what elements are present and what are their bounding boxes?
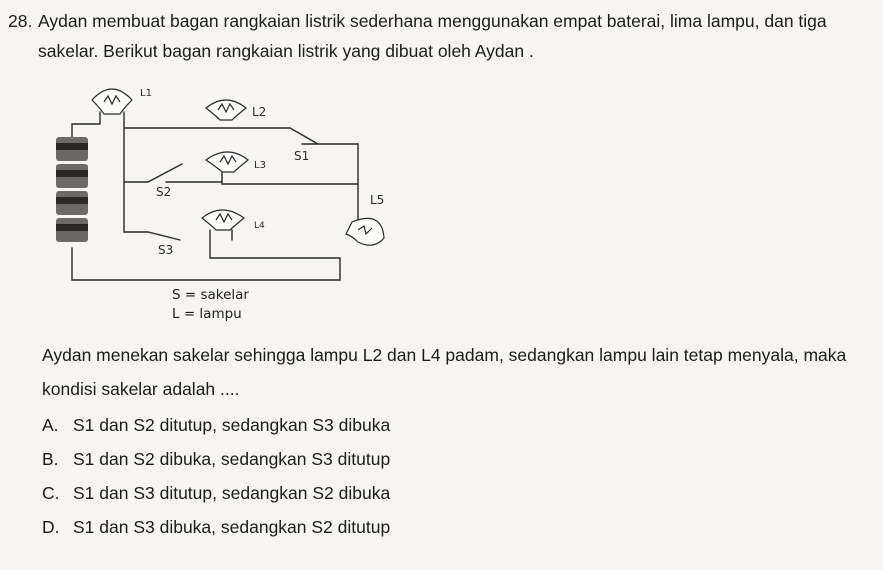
switch-s3 [124, 232, 180, 240]
battery-stack [56, 137, 88, 242]
option-letter: B. [42, 449, 59, 469]
wire-l4-bottom [210, 230, 340, 258]
switch-s2 [124, 164, 182, 182]
wire-l3-right [222, 172, 358, 184]
question-header [8, 6, 868, 66]
label-l2: L2 [252, 105, 267, 119]
option-letter: A. [42, 415, 59, 435]
option-text: S1 dan S3 dibuka, sedangkan S2 ditutup [73, 517, 391, 537]
question-number: 28. [8, 11, 33, 31]
option-text: S1 dan S2 ditutup, sedangkan S3 dibuka [73, 415, 391, 435]
question-prompt: Aydan menekan sakelar sehingga lampu L2 dan L4 padam, sedangkan lampu lain tetap menyala, maka kondisi sakelar adalah .... [42, 345, 847, 399]
question-text: Aydan membuat bagan rangkaian listrik sederhana menggunakan empat baterai, lima lampu, dan tiga sakelar. Berikut bagan rangkaian listrik yang dibuat oleh Aydan . [38, 11, 827, 61]
label-s2: S2 [156, 185, 172, 199]
legend-switch: S = sakelar [172, 287, 249, 303]
battery-band-2 [56, 170, 88, 177]
legend-lamp: L = lampu [172, 306, 242, 322]
option-text: S1 dan S2 dibuka, sedangkan S3 ditutup [73, 449, 391, 469]
option-d[interactable] [42, 510, 390, 544]
option-letter: C. [42, 483, 60, 503]
lamp-l4 [202, 210, 244, 230]
lamp-l5 [346, 218, 384, 245]
battery-band-1 [56, 143, 88, 150]
label-s1: S1 [294, 149, 310, 163]
wire-s1-right [302, 144, 358, 192]
diagram-legend [172, 286, 249, 324]
wire-bottom-return [72, 248, 340, 280]
option-c[interactable] [42, 476, 390, 510]
label-s3: S3 [158, 243, 174, 257]
battery-band-3 [56, 197, 88, 204]
switch-s1 [290, 128, 318, 144]
option-a[interactable] [42, 408, 390, 442]
label-l3: L3 [254, 160, 266, 171]
label-l4: L4 [254, 221, 265, 231]
wire-battery-top [72, 112, 100, 137]
label-l5: L5 [370, 193, 385, 207]
label-l1: L1 [140, 88, 152, 99]
lamp-l3 [206, 152, 248, 172]
answer-options [42, 408, 390, 544]
lamp-l2 [206, 100, 246, 120]
battery-band-4 [56, 224, 88, 231]
option-text: S1 dan S3 ditutup, sedangkan S2 dibuka [73, 483, 391, 503]
option-letter: D. [42, 517, 60, 537]
lamp-l1 [92, 89, 132, 114]
option-b[interactable] [42, 442, 390, 476]
